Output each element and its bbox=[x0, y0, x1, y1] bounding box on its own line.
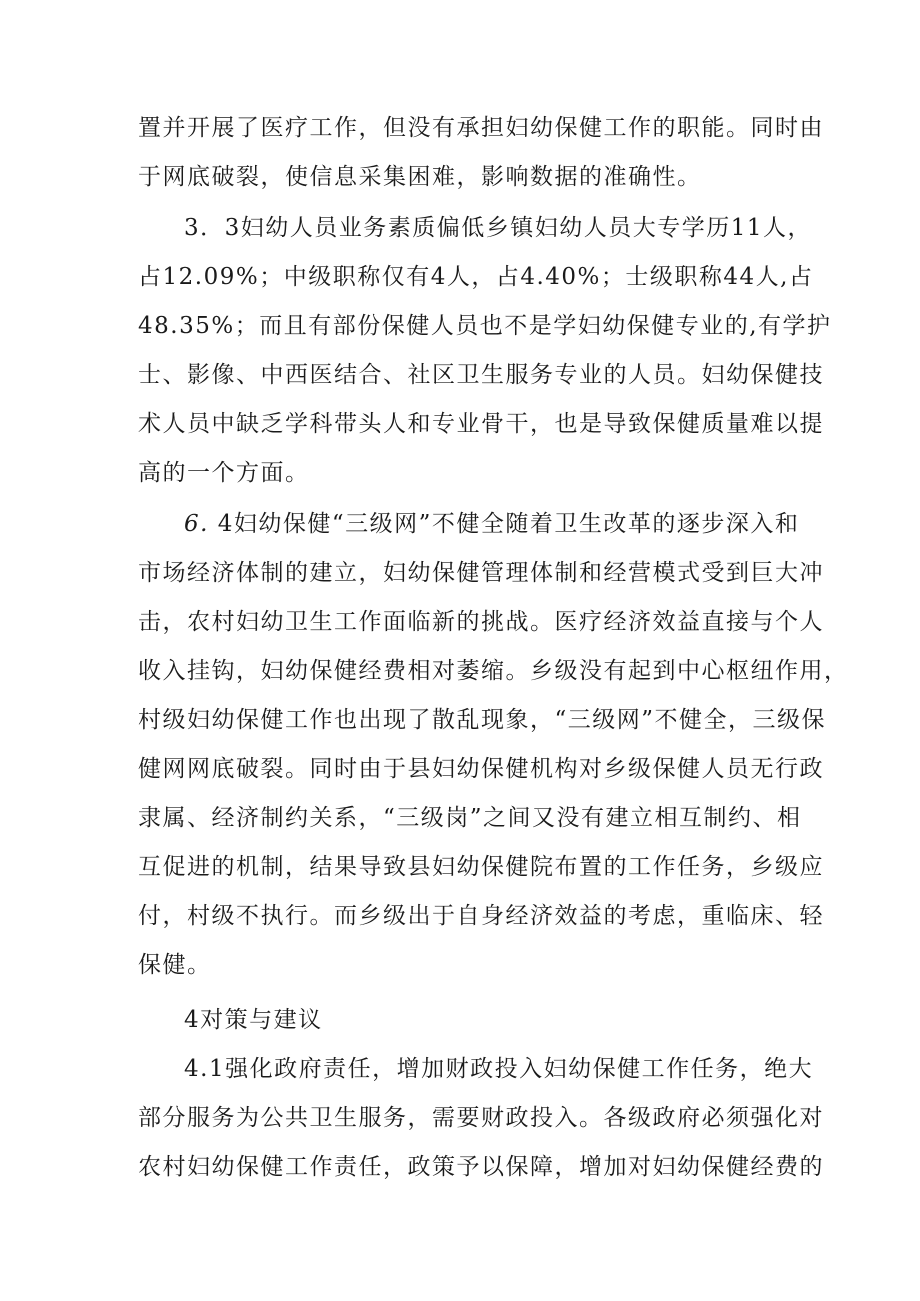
text-line: 部分服务为公共卫生服务，需要财政投入。各级政府必须强化对 bbox=[138, 1105, 824, 1131]
text-line: 互促进的机制，结果导致县妇幼保健院布置的工作任务，乡级应 bbox=[138, 854, 824, 880]
text-line: 士、影像、中西医结合、社区卫生服务专业的人员。妇幼保健技 bbox=[138, 362, 824, 388]
text-line: 市场经济体制的建立，妇幼保健管理体制和经营模式受到巨大冲 bbox=[138, 560, 824, 586]
text-line: 保健。 bbox=[138, 952, 212, 978]
text-line: 3．3妇幼人员业务素质偏低乡镇妇幼人员大专学历11人， bbox=[184, 215, 813, 241]
text-line: 48.35%；而且有部份保健人员也不是学妇幼保健专业的,有学护 bbox=[138, 313, 832, 339]
paragraph-4-1 bbox=[138, 1045, 824, 1192]
text-line-content: 4妇幼保健“三级网”不健全随着卫生改革的逐步深入和 bbox=[217, 511, 800, 537]
section-number: 6. bbox=[184, 511, 209, 537]
text-line bbox=[138, 500, 800, 549]
text-line: 农村妇幼保健工作责任，政策予以保障，增加对妇幼保健经费的 bbox=[138, 1154, 824, 1180]
paragraph-6-4 bbox=[138, 500, 849, 990]
text-line: 击，农村妇幼卫生工作面临新的挑战。医疗经济效益直接与个人 bbox=[138, 609, 824, 635]
text-line: 收入挂钩，妇幼保健经费相对萎缩。乡级没有起到中心枢纽作用， bbox=[138, 658, 849, 684]
paragraph-continuation bbox=[138, 104, 824, 202]
text-line: 占12.09%；中级职称仅有4人，占4.40%；士级职称44人,占 bbox=[138, 264, 814, 290]
paragraph-3-3 bbox=[138, 204, 832, 498]
text-line: 术人员中缺乏学科带头人和专业骨干，也是导致保健质量难以提 bbox=[138, 411, 824, 437]
text-line: 村级妇幼保健工作也出现了散乱现象，“三级网”不健全，三级保 bbox=[138, 707, 827, 733]
text-line: 4.1强化政府责任，增加财政投入妇幼保健工作任务，绝大 bbox=[184, 1056, 814, 1082]
text-line: 健网网底破裂。同时由于县妇幼保健机构对乡级保健人员无行政 bbox=[138, 756, 824, 782]
document-page bbox=[138, 104, 849, 1192]
text-line: 高的一个方面。 bbox=[138, 460, 310, 486]
heading-text: 4对策与建议 bbox=[184, 1007, 323, 1033]
section-heading bbox=[138, 996, 790, 1045]
text-line: 置并开展了医疗工作，但没有承担妇幼保健工作的职能。同时由 bbox=[138, 115, 824, 141]
text-line: 隶属、经济制约关系，“三级岗”之间又没有建立相互制约、相 bbox=[138, 805, 802, 831]
text-line: 于网底破裂，使信息采集困难，影响数据的准确性。 bbox=[138, 164, 702, 190]
text-line: 付，村级不执行。而乡级出于自身经济效益的考虑，重临床、轻 bbox=[138, 903, 824, 929]
